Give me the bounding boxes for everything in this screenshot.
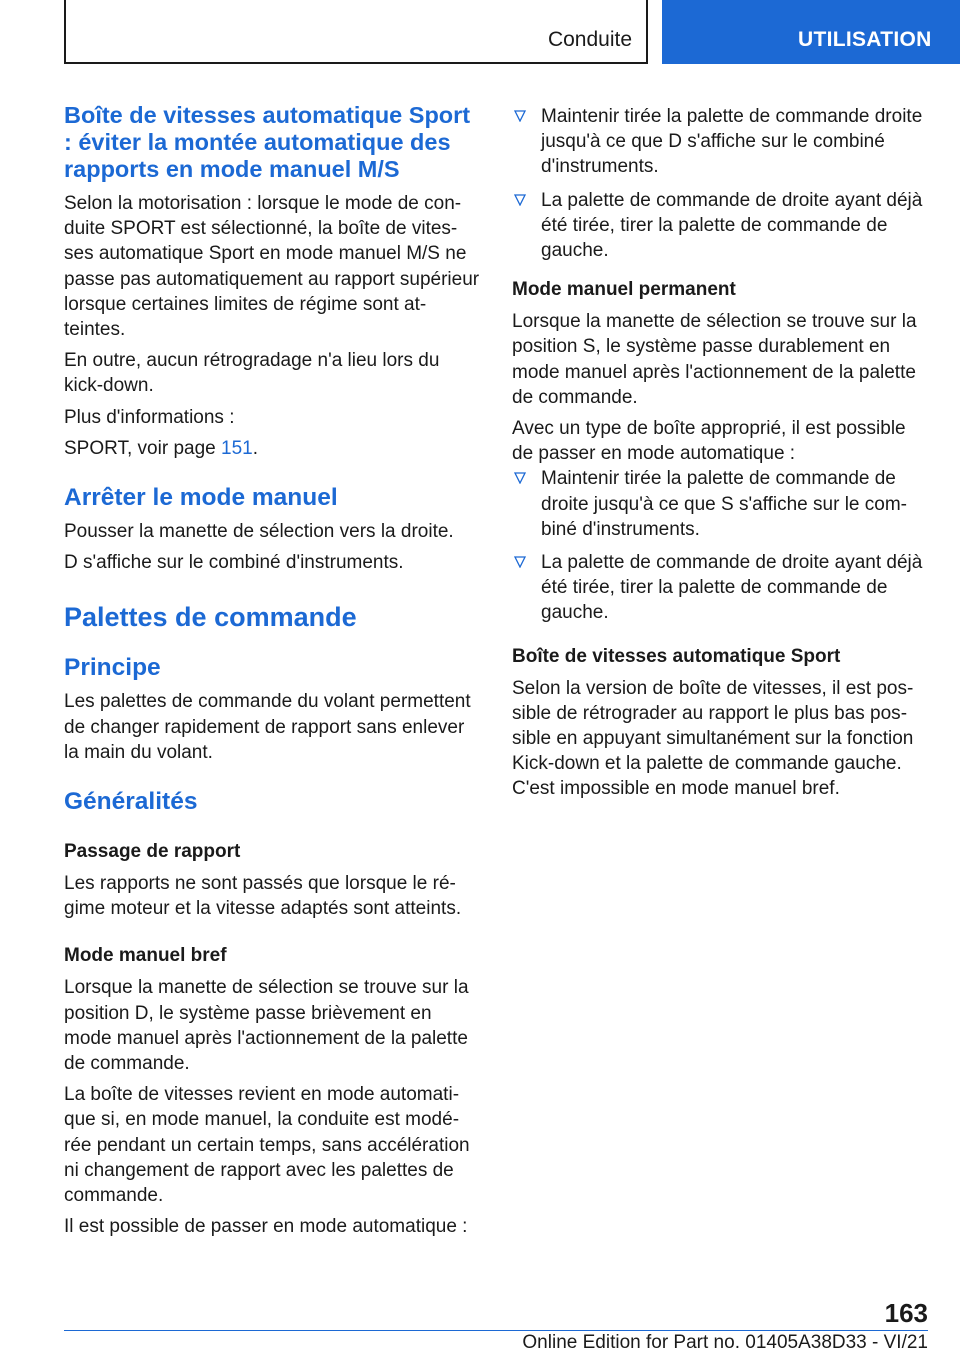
paragraph: Il est possible de passer en mode automatique : [64, 1216, 468, 1238]
paragraph-reference: SPORT, voir page 151. [64, 437, 258, 459]
left-column [64, 102, 480, 1239]
heading-sport-no-upshift: Boîte de vitesses automatique Sport : éviter la montée automatique des rapports en mode manuel M/S [64, 102, 471, 182]
paragraph: Pousser la manette de sélection vers la droite. [64, 521, 454, 543]
list-item: La palette de commande de droite ayant déjà été tirée, tirer la palette de commande de gauche. [512, 188, 932, 264]
heading-brief-manual: Mode manuel bref [64, 945, 227, 967]
footer-edition: Online Edition for Part no. 01405A38D33 - VI/21 [522, 1332, 928, 1353]
page-reference-link[interactable]: 151 [221, 437, 253, 459]
paragraph: Les palettes de commande du volant permettent de changer rapidement de rapport sans enlever la main du volant. [64, 691, 471, 763]
heading-stop-manual: Arrêter le mode manuel [64, 484, 338, 512]
header-section-box [64, 0, 648, 64]
step-list [512, 466, 932, 625]
heading-permanent-manual: Mode manuel permanent [512, 279, 736, 301]
paragraph: Selon la version de boîte de vitesses, il est possible de rétrograder au rapport le plus bas possible en appuyant simultanément sur la fonction Kick-down et la palette de commande gauche. C'est impossible en mode manuel bref. [512, 677, 914, 800]
triangle-bullet-icon [514, 556, 526, 568]
right-column [512, 104, 932, 802]
page-number: 163 [884, 1298, 928, 1328]
heading-paddles: Palettes de commande [64, 602, 357, 633]
paragraph: Selon la motorisation : lorsque le mode de conduite SPORT est sélectionné, la boîte de vitesses automatique Sport en mode manuel M/S ne passe pas automatiquement au rapport supérieur lorsque certaines limites de régime sont atteintes. [64, 193, 480, 341]
heading-gear-change: Passage de rapport [64, 841, 241, 863]
triangle-bullet-icon [514, 110, 526, 122]
heading-general: Généralités [64, 788, 198, 816]
paragraph: Les rapports ne sont passés que lorsque le régime moteur et la vitesse adaptés sont atteints. [64, 873, 462, 920]
paragraph: Lorsque la manette de sélection se trouve sur la position D, le système passe brièvement en mode manuel après l'actionnement de la palette de commande. [64, 977, 469, 1075]
paragraph: En outre, aucun rétrogradage n'a lieu lors du kick-down. [64, 350, 440, 397]
heading-sport-transmission: Boîte de vitesses automatique Sport [512, 645, 841, 667]
header-chapter-tab: UTILISATION [662, 0, 960, 64]
paragraph: La boîte de vitesses revient en mode automatique si, en mode manuel, la conduite est modérée pendant un certain temps, sans accélération ni changement de rapport avec les palettes de commande. [64, 1084, 470, 1207]
step-list [512, 104, 932, 263]
paragraph: Plus d'informations : [64, 406, 235, 428]
paragraph: D s'affiche sur le combiné d'instruments. [64, 552, 404, 574]
list-item: Maintenir tirée la palette de commande de droite jusqu'à ce que S s'affiche sur le combiné d'instruments. [512, 466, 932, 542]
list-item: Maintenir tirée la palette de commande droite jusqu'à ce que D s'affiche sur le combiné d'instruments. [512, 104, 932, 180]
triangle-bullet-icon [514, 472, 526, 484]
footer-divider [64, 1330, 928, 1331]
header-section-title: Conduite [547, 28, 632, 51]
heading-principle: Principe [64, 654, 161, 682]
paragraph: Lorsque la manette de sélection se trouve sur la position S, le système passe durablement en mode manuel après l'actionnement de la palette de commande. [512, 311, 917, 408]
triangle-bullet-icon [514, 194, 526, 206]
paragraph: Avec un type de boîte approprié, il est possible de passer en mode automatique : [512, 418, 906, 465]
list-item: La palette de commande de droite ayant déjà été tirée, tirer la palette de commande de gauche. [512, 550, 932, 626]
